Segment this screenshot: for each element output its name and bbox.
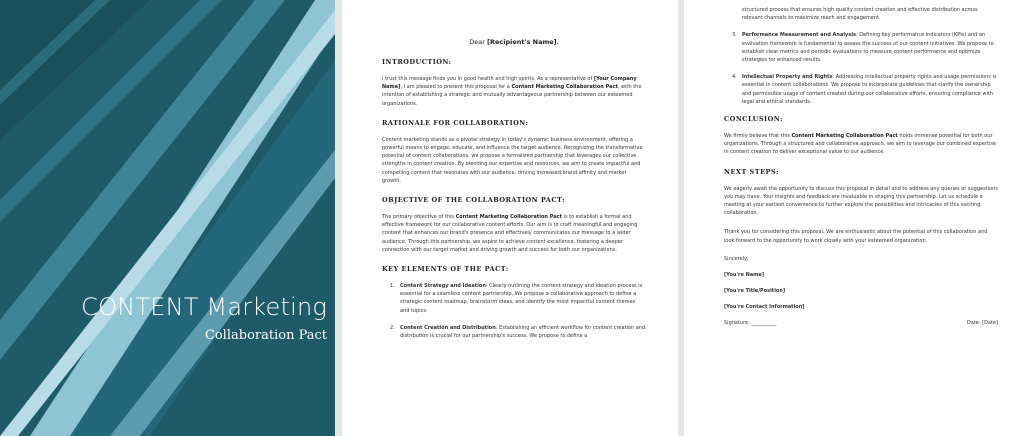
cover-title: CONTENT Marketing [81, 293, 327, 321]
document-page-3 [684, 0, 1024, 436]
section-heading-rationale: RATIONALE FOR COLLABORATION: [382, 118, 529, 127]
section-heading-next-steps: NEXT STEPS: [724, 167, 780, 176]
sender-name: [You're Name] [724, 271, 765, 278]
cover-subtitle: Collaboration Pact [204, 328, 327, 343]
recipient-name: [Recipient's Name] [487, 38, 557, 46]
list-item: 1. Content Strategy and Ideation: Clearly outlining the content strategy and ideation process is essential for a seamless content partnership. We propose a collaborative approach to define a strategic content roadmap, brainstorm ideas, and identify the most impactful content themes and topics. [390, 283, 643, 314]
key-elements-list-continued [724, 6, 998, 106]
cover-graphic [0, 0, 335, 436]
paragraph-conclusion: We firmly believe that this Content Marketing Collaboration Pact holds immense potential for both our organizations. Through a structured and collaborative approach, we aim to leverage our combined expertise in content creation to deliver exceptional value to our audience. [724, 133, 997, 156]
paragraph-introduction: I trust this message finds you in good health and high spirits. As a representative of [Your Company Name], I am pleased to present this proposal for a Content Marketing Collaboration Pact, with the intention of establishing a strategic and mutually advantageous partnership between our esteemed organizations. [382, 76, 642, 107]
list-item: 4. Intellectual Property and Rights: Addressing intellectual property rights and usage permissions is essential in content collaborations. We propose to incorporate guidelines that clarify the ownership and permissible usage of content created during our collaborative efforts, ensuring compliance with legal and ethical standards. [732, 74, 997, 105]
document-page-2 [342, 0, 678, 436]
section-heading-key-elements: KEY ELEMENTS OF THE PACT: [382, 265, 509, 274]
key-elements-list [382, 282, 646, 340]
salutation-suffix: , [556, 38, 559, 46]
sender-contact: [You're Contact Information] [724, 303, 805, 310]
date-field: Date: [Date] [966, 319, 998, 326]
section-heading-objective: OBJECTIVE OF THE COLLABORATION PACT: [382, 196, 565, 205]
cover-page [0, 0, 335, 436]
closing-sincerely: Sincerely, [724, 255, 749, 262]
paragraph-rationale: Content marketing stands as a pivotal strategy in today's dynamic business environment, offering a powerful means to engage, educate, and influence the target audience. Recognizing the transformative potential of content collaborations, we propose a formalized partnership that leverages our collective strengths in content creation. By blending our expertise and resources, we aim to create impactful and compelling content that resonates with our audience, driving increased brand affinity and market growth. [382, 136, 643, 184]
salutation [382, 38, 646, 46]
paragraph-next-steps: We eagerly await the opportunity to discuss this proposal in detail and to address any queries or suggestions you may have. Your insights and feedback are invaluable in shaping this partnership. Let us schedule a meeting at your earliest convenience to further explore the possibilities and intricacies of this exciting collaboration. [724, 185, 998, 217]
section-heading-conclusion: CONCLUSION: [724, 115, 783, 124]
section-heading-introduction: INTRODUCTION: [382, 58, 452, 66]
list-item-continuation: structured process that ensures high quality content creation and effective distribution across relevant channels to maximize reach and engagement. [742, 7, 978, 22]
paragraph-thank-you: Thank you for considering this proposal. We are enthusiastic about the potential of this collaboration and look forward to the opportunity to work closely with your esteemed organization. [724, 229, 988, 244]
page-gap [335, 0, 342, 436]
signature-field: Signature: __________ [724, 319, 777, 326]
list-item: 3. Performance Measurement and Analysis: Defining key performance indicators (KPIs) and an evaluation framework is fundamental to assess the success of our content initiatives. We propose to establish clear metrics and periodic evaluations to measure content performance and optimize strategies for enhanced results. [732, 32, 994, 64]
sender-title: [You're Title/Position] [724, 287, 786, 294]
signature-row [724, 320, 998, 326]
salutation-prefix: Dear [469, 38, 488, 46]
list-item: 2. Content Creation and Distribution: Establishing an efficient workflow for content creation and distribution is crucial for our partnership's success. We propose to define a [390, 324, 646, 340]
paragraph-objective: The primary objective of this Content Marketing Collaboration Pact is to establish a formal and effective framework for our collaborative content efforts. Our aim is to craft meaningful and engaging content that enhances our brand's presence and effectively communicates our message to a wider audience. Through this partnership, we aspire to achieve content excellence, fostering a deeper connection with our target market and driving growth and success for both our organizations. [382, 214, 638, 253]
